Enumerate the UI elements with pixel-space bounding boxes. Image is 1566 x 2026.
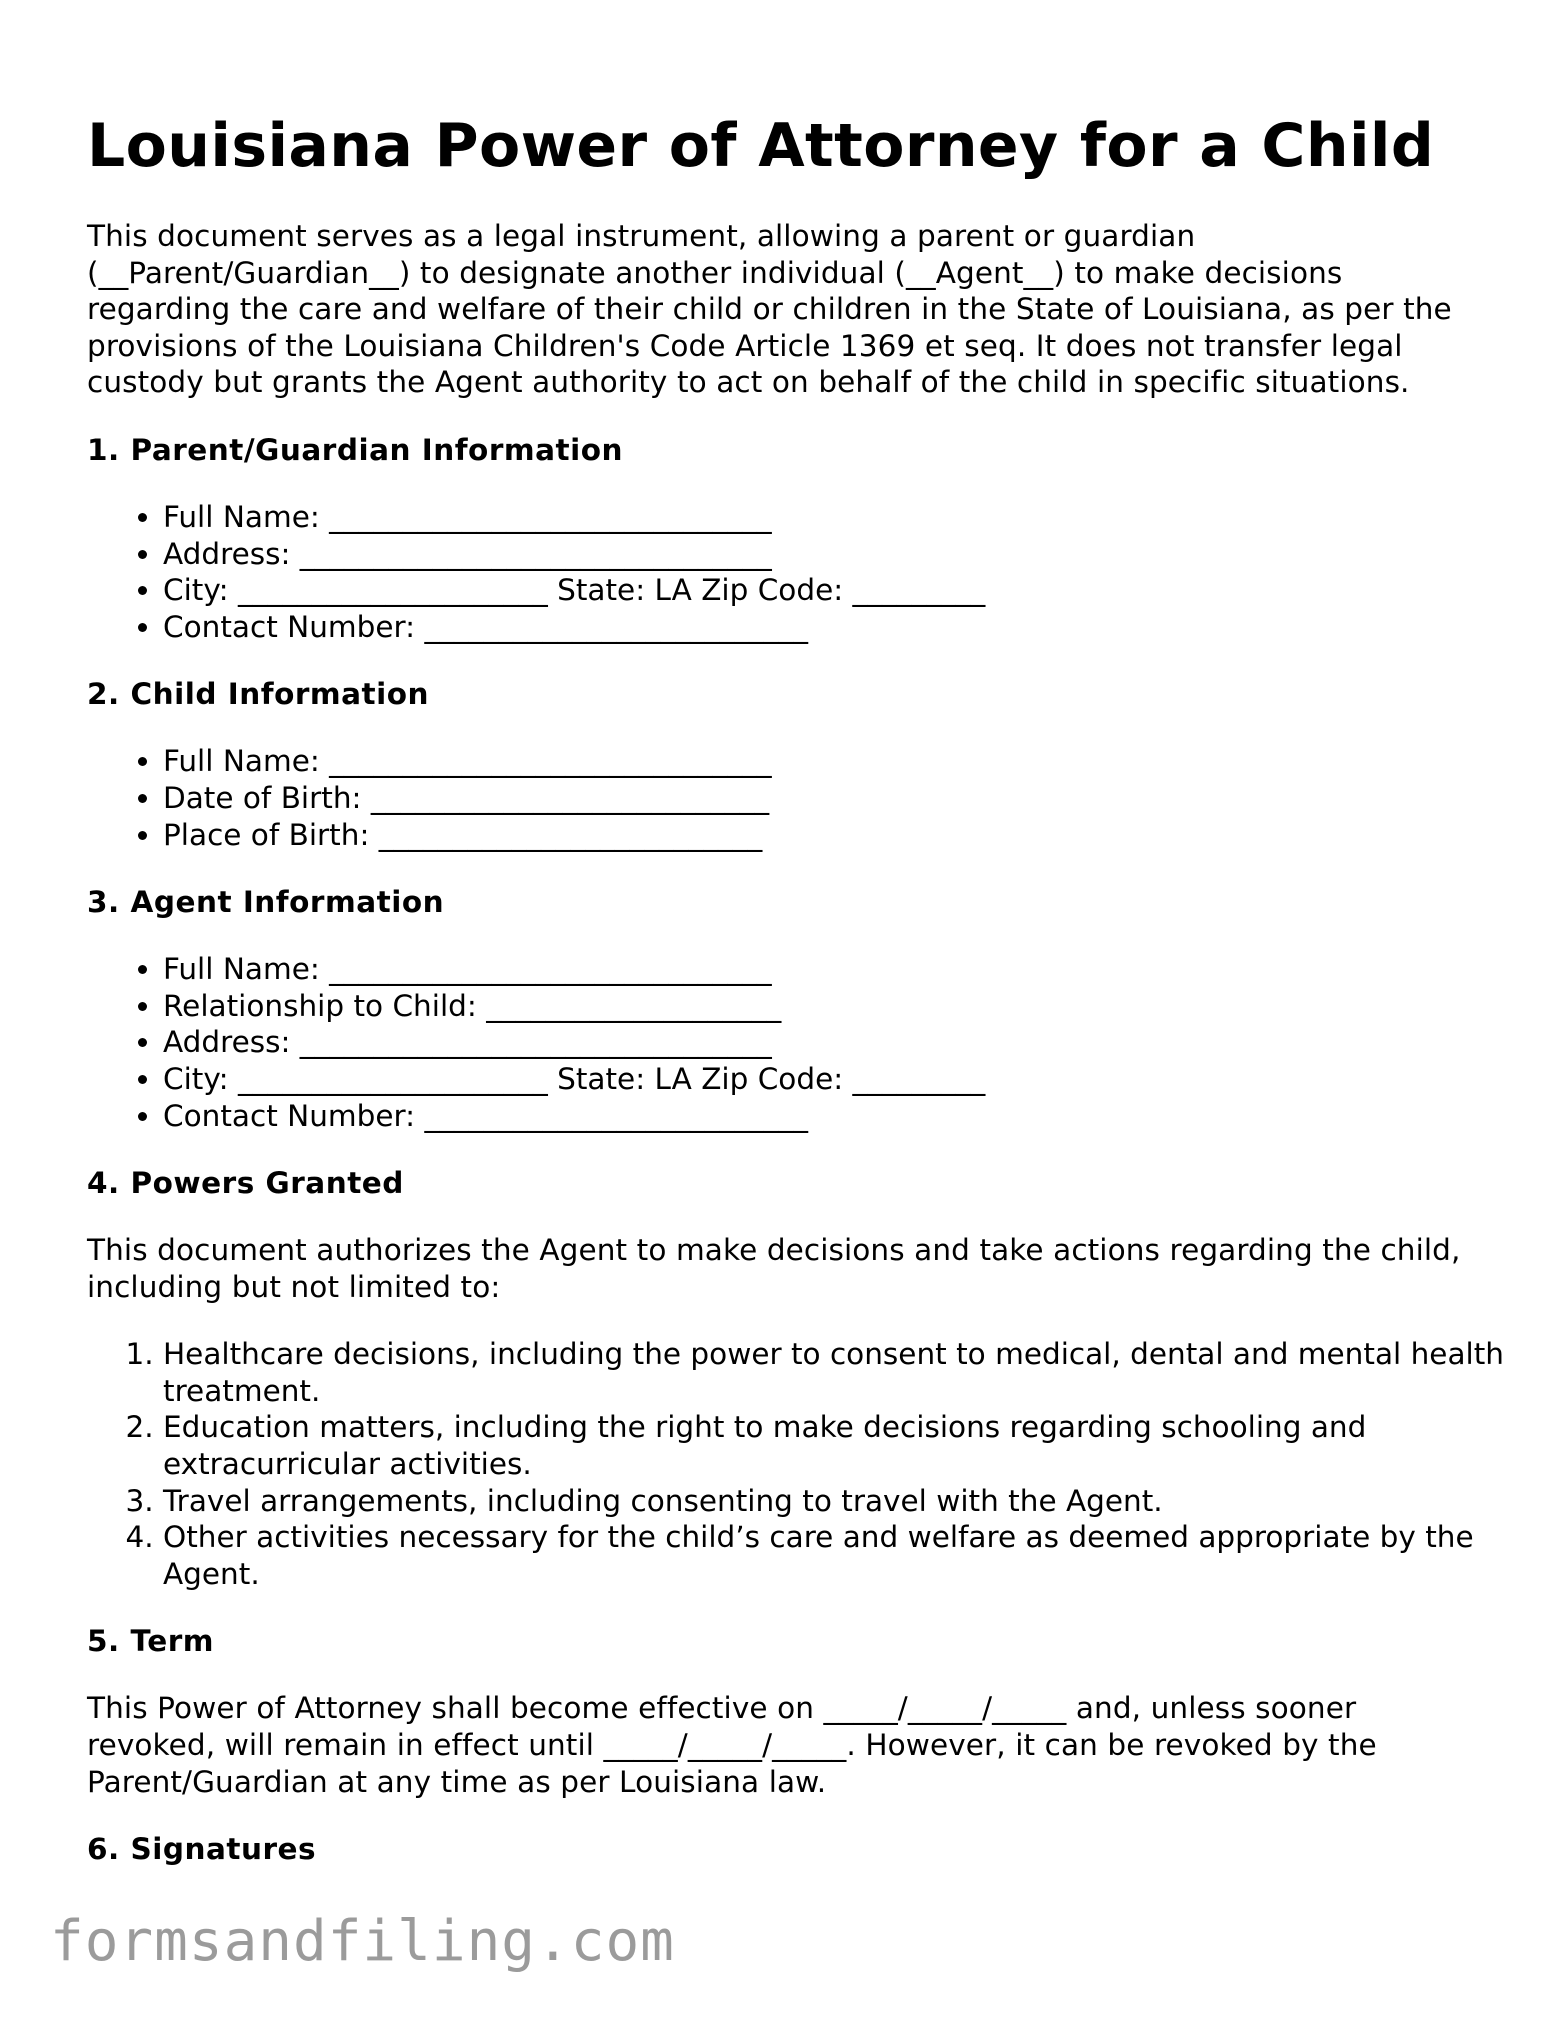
section-heading-signatures: 6. Signatures bbox=[87, 1832, 317, 1867]
document-page bbox=[87, 0, 1504, 1867]
parent-full-name-field: • Full Name: ______________________________ bbox=[163, 499, 1487, 536]
section-heading-powers: 4. Powers Granted bbox=[87, 1166, 404, 1201]
section-heading-child: 2. Child Information bbox=[87, 677, 430, 712]
agent-city-state-zip-field: • City: _____________________ State: LA Zip Code: _________ bbox=[163, 1061, 1487, 1098]
power-item-other: 4. Other activities necessary for the child’s care and welfare as deemed appropriate by the Agent. bbox=[163, 1519, 1563, 1592]
power-item-travel: 3. Travel arrangements, including consenting to travel with the Agent. bbox=[163, 1483, 1563, 1520]
section-heading-parent: 1. Parent/Guardian Information bbox=[87, 432, 624, 467]
power-item-healthcare: 1. Healthcare decisions, including the power to consent to medical, dental and mental health treatment. bbox=[163, 1336, 1563, 1409]
document-title: Louisiana Power of Attorney for a Child bbox=[87, 111, 1435, 181]
agent-contact-number-field: • Contact Number: __________________________ bbox=[163, 1098, 1487, 1135]
parent-contact-number-field: • Contact Number: __________________________ bbox=[163, 609, 1487, 646]
agent-relationship-field: • Relationship to Child: ____________________ bbox=[163, 988, 1487, 1025]
watermark-text: formsandfiling.com bbox=[50, 1909, 675, 1974]
power-item-education: 2. Education matters, including the right to make decisions regarding schooling and extracurricular activities. bbox=[163, 1409, 1563, 1482]
parent-city-state-zip-field: • City: _____________________ State: LA Zip Code: _________ bbox=[163, 572, 1487, 609]
term-paragraph: This Power of Attorney shall become effective on _____/_____/_____ and, unless sooner revoked, will remain in effect until _____/_____/_____. However, it can be revoked by the Parent/Guardian at any time as per Louisiana law. bbox=[87, 1691, 1377, 1799]
child-date-of-birth-field: • Date of Birth: ___________________________ bbox=[163, 780, 1487, 817]
child-place-of-birth-field: • Place of Birth: __________________________ bbox=[163, 817, 1487, 854]
parent-address-field: • Address: ________________________________ bbox=[163, 536, 1487, 573]
section-heading-term: 5. Term bbox=[87, 1624, 215, 1659]
powers-intro-paragraph: This document authorizes the Agent to make decisions and take actions regarding the child, including but not limited to: bbox=[87, 1233, 1461, 1304]
intro-paragraph: This document serves as a legal instrument, allowing a parent or guardian (__Parent/Guardian__) to designate another individual (__Agent__) to make decisions regarding the care and welfare of their child or children in the State of Louisiana, as per the provisions of the Louisiana Children's Code Article 1369 et seq. It does not transfer legal custody but grants the Agent authority to act on behalf of the child in specific situations. bbox=[87, 219, 1452, 400]
child-fields-list bbox=[87, 743, 1487, 853]
parent-fields-list bbox=[87, 499, 1487, 645]
powers-list bbox=[87, 1336, 1563, 1592]
section-heading-agent: 3. Agent Information bbox=[87, 885, 445, 920]
agent-full-name-field: • Full Name: ______________________________ bbox=[163, 951, 1487, 988]
agent-address-field: • Address: ________________________________ bbox=[163, 1024, 1487, 1061]
child-full-name-field: • Full Name: ______________________________ bbox=[163, 743, 1487, 780]
agent-fields-list bbox=[87, 951, 1487, 1134]
